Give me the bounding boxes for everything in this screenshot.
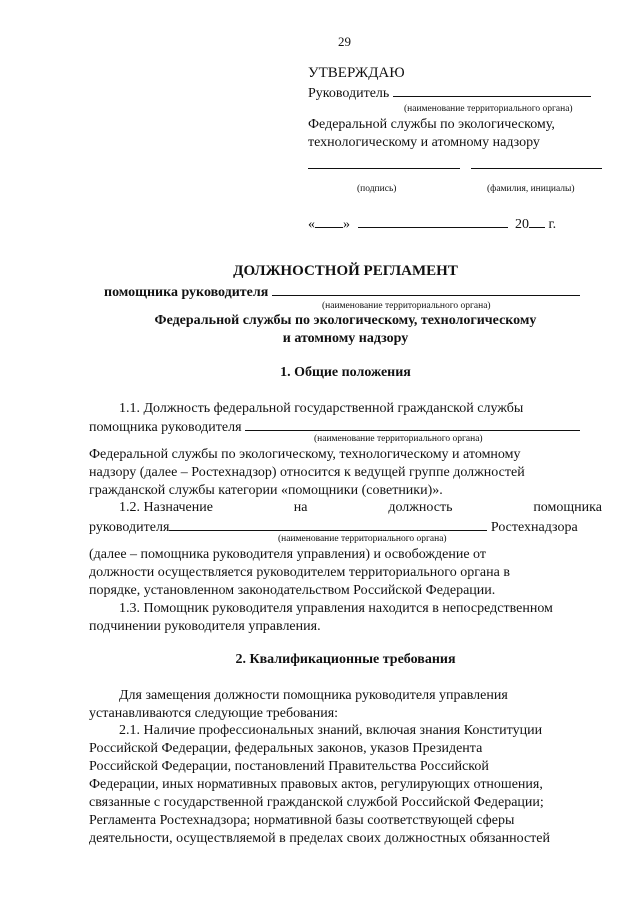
signature-blank xyxy=(308,168,460,169)
approval-leader-line xyxy=(308,84,591,102)
p11-line3: Федеральной службы по экологическому, технологическому и атомному xyxy=(89,447,521,462)
year-prefix: 20 xyxy=(515,217,529,232)
p21-line7: деятельности, осуществляемой в пределах своих должностных обязанностей xyxy=(89,831,551,846)
p21-line2: Российской Федерации, федеральных законов, указов Президента xyxy=(89,741,483,756)
p21-line4: Федерации, иных нормативных правовых актов, регулирующих отношения, xyxy=(89,777,543,792)
p11-line1: 1.1. Должность федеральной государственной гражданской службы xyxy=(119,401,524,416)
p11-line5: гражданской службы категории «помощники (советники)». xyxy=(89,483,443,498)
p21-line3: Российской Федерации, постановлений Правительства Российской xyxy=(89,759,489,774)
approval-date-line xyxy=(308,215,556,233)
document-title: ДОЛЖНОСТНОЙ РЕГЛАМЕНТ xyxy=(233,263,458,279)
year-blank xyxy=(529,215,545,228)
p12-label: руководителя xyxy=(89,520,170,535)
name-blank xyxy=(471,168,602,169)
title-org-blank xyxy=(272,283,580,296)
title-position-line xyxy=(104,283,580,301)
approval-org-caption: (наименование территориального органа) xyxy=(404,104,573,114)
p12-line1 xyxy=(119,500,602,516)
p11-caption: (наименование территориального органа) xyxy=(314,434,483,444)
section2-heading: 2. Квалификационные требования xyxy=(235,652,456,667)
signature-caption: (подпись) xyxy=(357,184,397,194)
p13-line1: 1.3. Помощник руководителя управления находится в непосредственном xyxy=(119,601,553,616)
page-number: 29 xyxy=(338,34,351,49)
date-open-quote: « xyxy=(308,217,315,232)
approval-leader-label: Руководитель xyxy=(308,86,390,101)
p21-line1: 2.1. Наличие профессиональных знаний, включая знания Конституции xyxy=(119,723,543,738)
day-blank xyxy=(315,215,343,228)
p11-line4: надзору (далее – Ростехнадзор) относится к ведущей группе должностей xyxy=(89,465,525,480)
date-close-quote: » xyxy=(343,217,350,232)
p12-line5: порядке, установленном законодательством Российской Федерации. xyxy=(89,583,496,598)
intro-line2: устанавливаются следующие требования: xyxy=(89,706,339,721)
month-blank xyxy=(358,215,508,228)
p12-line3: (далее – помощника руководителя управления) и освобождение от xyxy=(89,547,486,562)
p21-line5: связанные с государственной гражданской службой Российской Федерации; xyxy=(89,795,544,810)
title-org-caption: (наименование территориального органа) xyxy=(322,301,491,311)
p13-line2: подчинении руководителя управления. xyxy=(89,619,321,634)
p12-caption: (наименование территориального органа) xyxy=(278,534,447,544)
p12-word1: 1.2. Назначение xyxy=(119,500,213,515)
section1-heading: 1. Общие положения xyxy=(280,365,411,380)
name-caption: (фамилия, инициалы) xyxy=(487,184,575,194)
title-position-label: помощника руководителя xyxy=(104,285,269,300)
p12-org-blank xyxy=(169,518,487,531)
p12-word2: на xyxy=(293,500,308,515)
p12-word3: должность xyxy=(388,500,453,515)
approval-org-blank xyxy=(393,84,591,97)
p11-org-blank xyxy=(245,418,580,431)
title-service-line2: и атомному надзору xyxy=(282,331,409,346)
approval-service-line1: Федеральной службы по экологическому, xyxy=(308,117,555,132)
p12-line2-end: Ростехнадзора xyxy=(490,520,578,535)
p12-line4: должности осуществляется руководителем территориального органа в xyxy=(89,565,510,580)
p11-label: помощника руководителя xyxy=(89,420,242,435)
p12-word4: помощника xyxy=(533,500,602,515)
intro-line1: Для замещения должности помощника руководителя управления xyxy=(119,688,508,703)
approval-heading: УТВЕРЖДАЮ xyxy=(308,65,405,81)
year-suffix: г. xyxy=(548,217,557,232)
approval-service-line2: технологическому и атомному надзору xyxy=(308,135,540,150)
p21-line6: Регламента Ростехнадзора; нормативной базы соответствующей сферы xyxy=(89,813,515,828)
title-service-line1: Федеральной службы по экологическому, технологическому xyxy=(154,313,537,328)
